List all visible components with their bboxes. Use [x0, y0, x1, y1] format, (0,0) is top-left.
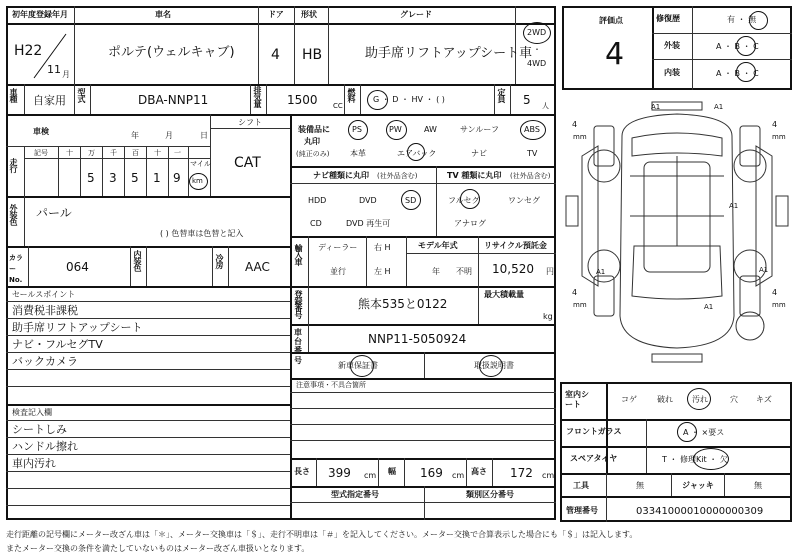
shape: HB [302, 47, 323, 63]
capacity: 5 [523, 93, 531, 107]
notes-title: 検査記入欄 [12, 408, 52, 417]
sales-item: ナビ・フルセグTV [12, 338, 103, 351]
exterior-color: パール [36, 206, 72, 220]
management-number: 03341000010000000309 [636, 506, 764, 517]
registration-number: 熊本535と0122 [358, 297, 448, 311]
grade-header: グレード [400, 10, 432, 19]
diagram-label: 4 [572, 120, 578, 129]
odometer-digit: 9 [173, 171, 181, 185]
sales-item: バックカメラ [12, 355, 78, 368]
car-name: ポルテ(ウェルキャブ) [108, 45, 235, 60]
year-header: 初年度登録年月 [12, 10, 68, 19]
score-value: 4 [605, 37, 625, 72]
displacement: 1500 [287, 93, 318, 107]
diagram-label: 4 [772, 288, 778, 297]
damage-mark: A1 [714, 103, 724, 111]
car-name-header: 車名 [155, 10, 171, 19]
damage-mark: A1 [759, 266, 769, 274]
fuel-options: G ・ D ・ HV ・ ( ) [373, 95, 445, 104]
odometer-digit: 5 [131, 171, 139, 185]
sales-item: 助手席リフトアップシート [12, 321, 143, 334]
chassis-number: NNP11-5050924 [368, 332, 467, 346]
note-item: シートしみ [12, 423, 67, 436]
footnote-1: 走行距離の記号欄にメーター改ざん車は「＊」、メーター交換車は「＄」、走行不明車は「＃」を記入してください。メーター交換で合算表示した場合にも「＄」は記入します。 [6, 530, 638, 539]
drive-4wd: 4WD [527, 59, 547, 68]
diagram-label: 4 [772, 120, 778, 129]
model: DBA-NNP11 [138, 93, 209, 107]
shape-header: 形状 [301, 10, 317, 19]
interior-value: A ・ B ・ C [716, 69, 759, 78]
odometer-digit: 5 [87, 171, 95, 185]
damage-mark: A1 [729, 202, 739, 210]
damage-mark: A1 [651, 103, 661, 111]
diagram-label: 4 [572, 288, 578, 297]
car-diagram [562, 96, 792, 376]
note-item: ハンドル擦れ [12, 440, 78, 453]
odometer-digit: 1 [153, 171, 161, 185]
damage-mark: A1 [704, 303, 714, 311]
doors: 4 [271, 47, 280, 63]
note-item: 車内汚れ [12, 457, 56, 470]
length: 399 [328, 466, 351, 480]
repair-value: 有 ・ 無 [727, 15, 757, 24]
width: 169 [420, 466, 443, 480]
footnote-2: またメーター交換の条件を満たしていないものはメーター改ざん車扱いとなります。 [6, 544, 310, 553]
recycle-fee: 10,520 [492, 262, 534, 276]
grade: 助手席リフトアップシート車 [365, 46, 533, 61]
height: 172 [510, 466, 533, 480]
damage-mark: A1 [596, 268, 606, 276]
odometer-digit: 3 [109, 171, 117, 185]
drive-2wd: 2WD [527, 28, 547, 37]
era: H22 [14, 43, 43, 59]
usage: 自家用 [33, 94, 66, 107]
sales-title: セールスポイント [12, 290, 76, 299]
exterior-value: A ・ B ・ C [716, 42, 759, 51]
color-no: 064 [66, 260, 89, 274]
ac: AAC [245, 260, 270, 274]
sales-item: 消費税非課税 [12, 304, 78, 317]
door-header: ドア [268, 10, 284, 19]
month: 11 [47, 63, 61, 76]
shift: CAT [234, 155, 261, 171]
